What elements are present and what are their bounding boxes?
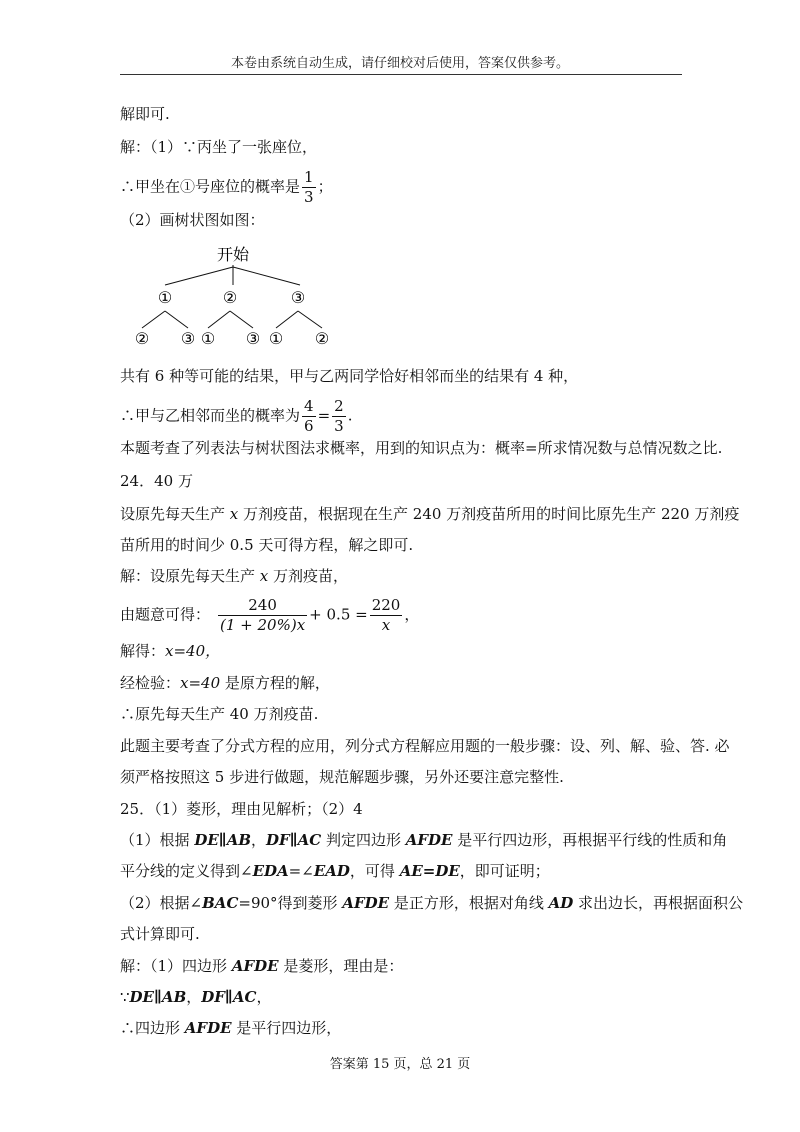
var-x: x — [259, 567, 269, 585]
fraction-numerator: 220 — [371, 596, 401, 614]
q24-comment-1: 此题主要考查了分式方程的应用，列分式方程解应用题的一般步骤：设、列、解、验、答. 必 — [120, 737, 730, 755]
q24-solution-3-b: x=40， — [165, 642, 221, 660]
q24-analysis-1-a: 设原先每天生产 — [120, 505, 230, 523]
q25-p2g: ，即可证明； — [459, 862, 550, 880]
q25-p3a: （2）根据∠ — [120, 894, 203, 912]
fraction-numerator: 1 — [304, 168, 314, 186]
q23-line-7: 本题考查了列表法与树状图法求概率，用到的知识点为：概率=所求情况数与总情况数之比. — [120, 439, 723, 457]
q25-s3c: 是平行四边形， — [231, 1019, 342, 1037]
q24-analysis-1 — [120, 504, 739, 524]
q23-line-3-end: ； — [317, 177, 333, 196]
q23-line-6-end: . — [347, 406, 353, 425]
q25-s3a: ∴四边形 — [120, 1019, 185, 1037]
fraction-denominator: (1 + 20%)x — [220, 616, 306, 634]
tree-node-l1-1: ① — [157, 288, 173, 307]
q23-line-6 — [120, 399, 352, 434]
q25-p3e: 是正方形，根据对角线 — [389, 894, 549, 912]
q24-comment-2: 须严格按照这 5 步进行做题，规范解题步骤，另外还要注意完整性. — [120, 768, 564, 786]
tree-edge-1a — [142, 311, 165, 328]
q25-p2d: EAD — [313, 862, 350, 880]
q23-line-3-text: ∴甲坐在①号座位的概率是 — [120, 177, 301, 196]
q25-solution-3 — [120, 1018, 341, 1038]
tree-edge-3b — [298, 311, 322, 328]
fraction-four-sixths — [302, 399, 316, 434]
q25-analysis-2 — [120, 861, 550, 881]
q25-p1e: 判定四边形 — [321, 831, 406, 849]
tree-node-l1-3: ③ — [290, 288, 306, 307]
q24-analysis-2: 苗所用的时间少 0.5 天可得方程，解之即可. — [120, 536, 414, 554]
q24-answer: 24．40 万 — [120, 472, 193, 490]
q24-equation-line — [120, 598, 419, 633]
q25-solution-1 — [120, 956, 403, 976]
q25-p2e: ，可得 — [349, 862, 400, 880]
q24-solution-3 — [120, 641, 220, 661]
q25-solution-2 — [120, 987, 271, 1007]
q23-line-4: （2）画树状图如图： — [120, 211, 265, 229]
fraction-denominator: 3 — [334, 417, 344, 435]
q25-s2a: ∵ — [120, 988, 130, 1006]
fraction-220 — [370, 598, 403, 633]
header-divider — [120, 74, 682, 75]
q25-p1d: DF∥AC — [266, 831, 322, 849]
fraction-240 — [218, 598, 307, 633]
q25-s2c: ， — [186, 988, 202, 1006]
q25-p3d: AFDE — [342, 894, 390, 912]
q25-p3c: =90°得到菱形 — [238, 894, 343, 912]
q24-solution-1 — [120, 566, 348, 586]
tree-branch-3 — [233, 267, 300, 285]
fraction-one-third — [302, 170, 316, 205]
q23-line-6-text: ∴甲与乙相邻而坐的概率为 — [120, 406, 301, 425]
tree-node-l2-3: ① — [200, 329, 216, 348]
fraction-denominator: x — [370, 615, 403, 633]
fraction-denominator: 6 — [304, 417, 314, 435]
q25-p2a: 平分线的定义得到∠ — [120, 862, 253, 880]
fraction-numerator: 240 — [248, 596, 277, 614]
fraction-numerator: 4 — [304, 397, 314, 415]
q25-s1a: 解：（1）四边形 — [120, 957, 232, 975]
tree-node-l2-5: ① — [268, 329, 284, 348]
q24-analysis-1-b: 万剂疫苗，根据现在生产 240 万剂疫苗所用的时间比原先生产 220 万剂疫 — [238, 505, 740, 523]
q25-s2b: DE∥AB — [129, 988, 187, 1006]
q25-analysis-4: 式计算即可. — [120, 925, 200, 943]
tree-edge-2b — [230, 311, 253, 328]
q25-p2c: =∠ — [288, 862, 314, 880]
probability-tree-diagram — [120, 240, 380, 350]
q25-s1c: 是菱形，理由是： — [278, 957, 404, 975]
q25-p1a: （1）根据 — [120, 831, 195, 849]
q25-p1g: 是平行四边形，再根据平行线的性质和角 — [452, 831, 728, 849]
fraction-two-thirds — [332, 399, 346, 434]
q24-solution-1-b: 万剂疫苗， — [268, 567, 349, 585]
q23-line-2: 解：（1）∵丙坐了一张座位， — [120, 138, 318, 156]
q25-p3b: BAC — [202, 894, 239, 912]
q25-analysis-1 — [120, 830, 727, 850]
q24-solution-4 — [120, 673, 330, 693]
tree-node-l2-1: ② — [134, 329, 150, 348]
tree-node-l2-2: ③ — [180, 329, 196, 348]
q25-p3g: 求出边长，再根据面积公 — [573, 894, 744, 912]
var-x: x — [229, 505, 239, 523]
tree-node-l2-4: ③ — [245, 329, 261, 348]
q25-p1b: DE∥AB — [194, 831, 252, 849]
q25-answer: 25．（1）菱形，理由见解析；（2）4 — [120, 800, 363, 818]
q24-solution-4-a: 经检验： — [120, 674, 181, 692]
fraction-numerator: 2 — [334, 397, 344, 415]
q23-line-3 — [120, 170, 333, 205]
q25-p2f: AE=DE — [399, 862, 460, 880]
tree-edge-3a — [276, 311, 298, 328]
q25-s1b: AFDE — [231, 957, 279, 975]
q25-p2b: EDA — [252, 862, 289, 880]
equation-middle: + 0.5 = — [309, 605, 368, 624]
q24-solution-1-a: 解：设原先每天生产 — [120, 567, 260, 585]
q24-solution-4-c: 是原方程的解， — [220, 674, 330, 692]
q24-solution-5: ∴原先每天生产 40 万剂疫苗. — [120, 705, 319, 723]
equals-sign: = — [317, 406, 331, 425]
tree-node-l1-2: ② — [222, 288, 238, 307]
q23-line-1: 解即可. — [120, 105, 170, 123]
q25-p1c: ， — [251, 831, 267, 849]
q25-p3f: AD — [548, 894, 574, 912]
q24-solution-3-a: 解得： — [120, 642, 166, 660]
q23-line-5: 共有 6 种等可能的结果，甲与乙两同学恰好相邻而坐的结果有 4 种， — [120, 367, 579, 385]
q24-equation-label: 由题意可得： — [120, 605, 211, 624]
tree-edge-2a — [208, 311, 230, 328]
q25-p1f: AFDE — [405, 831, 453, 849]
tree-edge-1b — [165, 311, 188, 328]
tree-node-l2-6: ② — [314, 329, 330, 348]
tree-branch-1 — [165, 267, 233, 285]
page-header: 本卷由系统自动生成，请仔细校对后使用，答案仅供参考。 — [230, 56, 569, 71]
page-footer: 答案第 15 页，总 21 页 — [329, 1057, 471, 1072]
q24-equation-end: ， — [404, 605, 420, 624]
q25-s3b: AFDE — [184, 1019, 232, 1037]
fraction-denominator: 3 — [304, 188, 314, 206]
q25-s2e: ， — [256, 988, 272, 1006]
tree-root-label: 开始 — [216, 245, 250, 264]
q25-s2d: DF∥AC — [201, 988, 257, 1006]
q24-solution-4-b: x=40 — [180, 674, 221, 692]
q25-analysis-3 — [120, 893, 743, 913]
